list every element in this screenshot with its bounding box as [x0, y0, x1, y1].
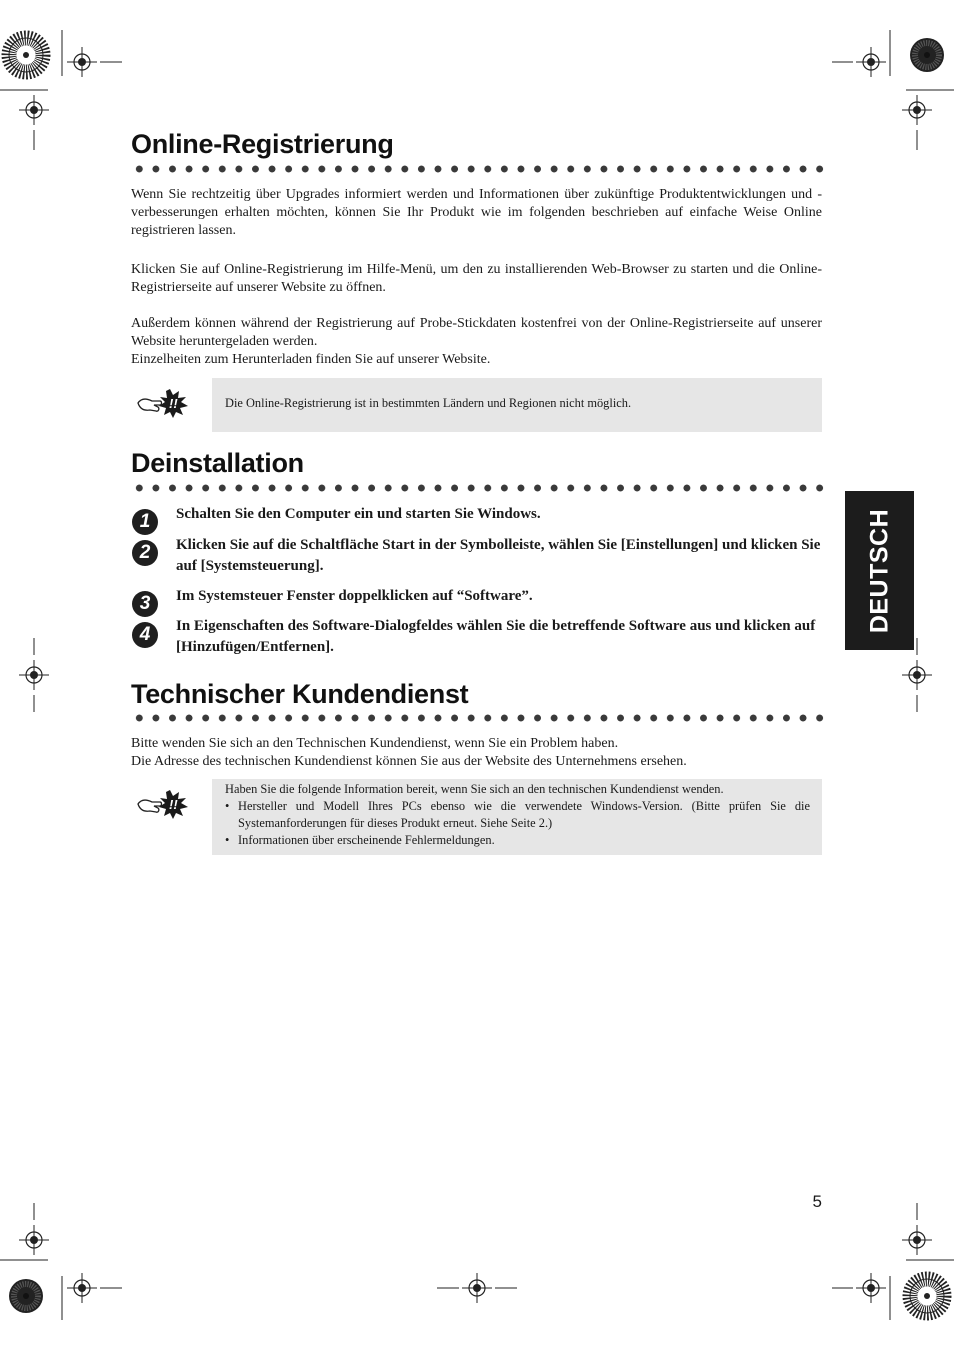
step-number-3: 3 — [132, 591, 158, 617]
dotted-divider — [131, 165, 824, 173]
step-text-2: Klicken Sie auf die Schaltfläche Start in der Symbolleiste, wählen Sie [Einstellungen] und klicken Sie auf [Systemsteuerung]. — [176, 537, 821, 574]
page-number: 5 — [812, 1192, 822, 1211]
step-text-4: In Eigenschaften des Software-Dialogfeldes wählen Sie die betreffende Software aus und klicken auf [Hinzufügen/Entfernen]. — [176, 618, 816, 655]
list-item: • Informationen über erscheinende Fehlermeldungen. — [225, 832, 810, 849]
language-label: DEUTSCH — [865, 508, 893, 633]
dotted-divider — [131, 484, 824, 492]
paragraph-support — [131, 735, 822, 771]
paragraph-online-download-a: Außerdem können während der Registrierung auf Probe-Stickdaten kostenfrei von der Online-Registrierseite auf unserer Website heruntergeladen werden. — [131, 316, 822, 350]
section-title-technical-support: Technischer Kundendienst — [131, 679, 469, 709]
paragraph-online-intro: Wenn Sie rechtzeitig über Upgrades informiert werden und Informationen über zukünftige Produktentwicklungen und -verbesserungen erhalten möchten, können Sie Ihr Produkt wie im folgenden beschrieben auf einfache Weise Online registrieren lassen. — [131, 187, 822, 239]
note-text: Die Online-Registrierung ist in bestimmten Ländern und Regionen nicht möglich. — [225, 396, 632, 410]
step-text-1: Schalten Sie den Computer ein und starten Sie Windows. — [176, 506, 541, 522]
section-title-online-registration: Online-Registrierung — [131, 129, 394, 159]
svg-text:!!: !! — [169, 396, 178, 411]
paragraph-online-download-b: Einzelheiten zum Herunterladen finden Sie auf unserer Website. — [131, 352, 491, 368]
step-number-1: 1 — [132, 509, 158, 535]
paragraph-support-2: Die Adresse des technischen Kundendienst können Sie aus der Website des Unternehmens ersehen. — [131, 754, 687, 770]
dotted-divider — [131, 714, 824, 722]
step-text-3: Im Systemsteuer Fenster doppelklicken auf “Software”. — [176, 588, 533, 604]
paragraph-online-download — [131, 315, 822, 370]
pointing-hand-warning-icon — [136, 387, 190, 419]
paragraph-support-1: Bitte wenden Sie sich an den Technischen Kundendienst, wenn Sie ein Problem haben. — [131, 736, 619, 751]
paragraph-online-howto: Klicken Sie auf Online-Registrierung im Hilfe-Menü, um den zu installierenden Web-Browser zu starten und die Online-Registrierseite auf unserer Website zu öffnen. — [131, 262, 822, 296]
step-number-4: 4 — [132, 622, 158, 648]
language-side-tab — [845, 491, 914, 650]
svg-text:!!: !! — [169, 797, 178, 812]
note-intro: Haben Sie die folgende Information bereit, wenn Sie sich an den technischen Kundendienst wenden. — [225, 782, 724, 796]
note-online-registration — [212, 378, 822, 432]
section-title-uninstall: Deinstallation — [131, 448, 304, 478]
note-technical-support — [212, 779, 822, 855]
note-list — [225, 798, 810, 849]
pointing-hand-warning-icon — [136, 788, 190, 820]
list-item: • Hersteller und Modell Ihres PCs ebenso wie die verwendete Windows-Version. (Bitte prüfen Sie die Systemanforderungen für dieses Produkt erneut. Siehe Seite 2.) — [225, 798, 810, 832]
step-number-2: 2 — [132, 540, 158, 566]
